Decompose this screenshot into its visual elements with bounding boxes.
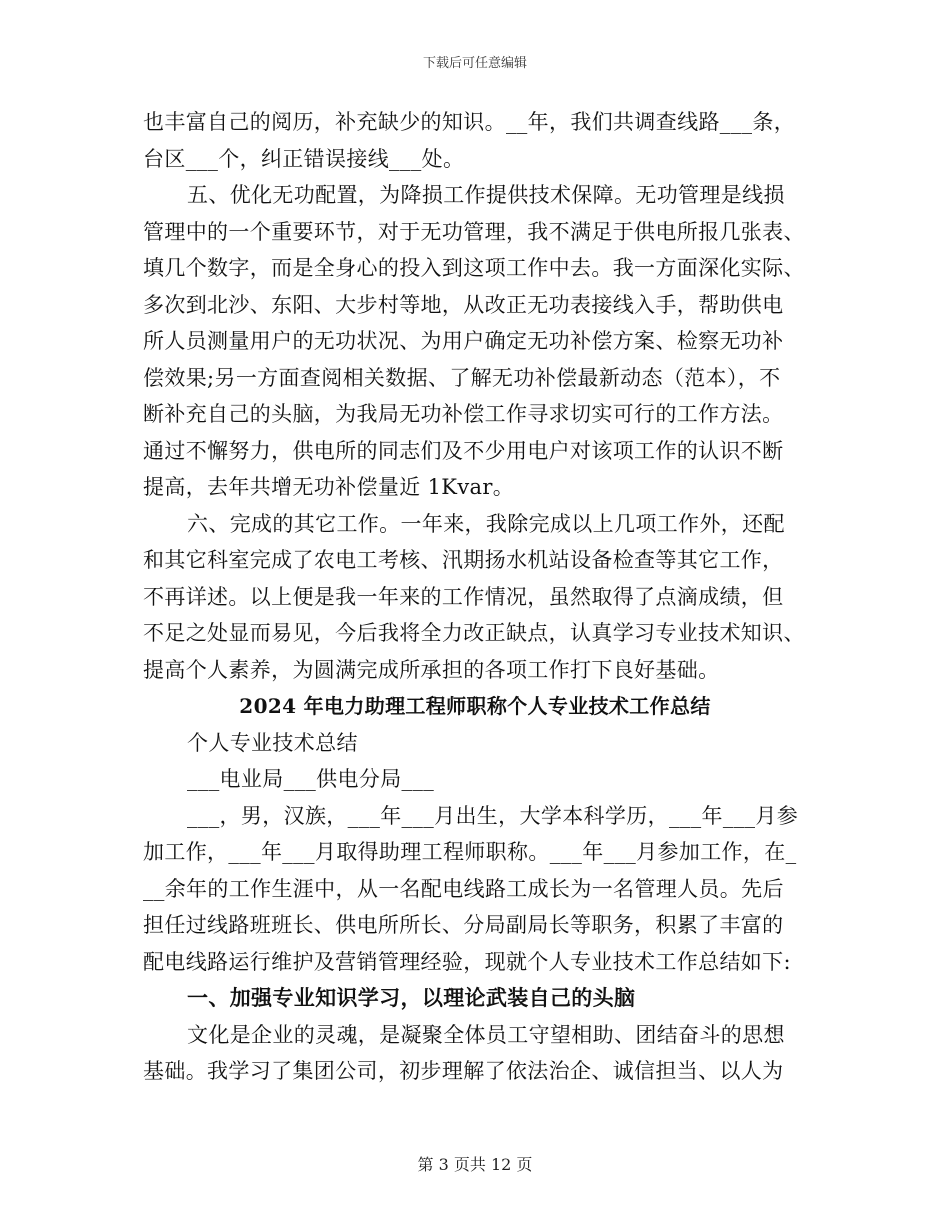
body-line: 提高个人素养，为圆满完成所承担的各项工作打下良好基础。 — [143, 657, 720, 682]
body-line: 基础。我学习了集团公司，初步理解了依法治企、诚信担当、以人为 — [143, 1059, 784, 1083]
page-header: 下载后可任意编辑 — [422, 56, 527, 71]
paragraph-start-line: 文化是企业的灵魂，是凝聚全体员工守望相助、团结奋斗的思想 — [187, 1022, 785, 1047]
body-line: 多次到北沙、东阳、大步村等地，从改正无功表接线入手，帮助供电 — [143, 292, 784, 317]
body-line: 偿效果;另一方面查阅相关数据、了解无功补偿最新动态（范本），不 — [143, 365, 781, 390]
body-line: 管理中的一个重要环节，对于无功管理，我不满足于供电所报几张表、 — [143, 219, 805, 244]
body-line: 所人员测量用户的无功状况、为用户确定无功补偿方案、检察无功补 — [143, 329, 784, 353]
subsection-heading: 一、加强专业知识学习，以理论武装自己的头脑 — [187, 985, 636, 1010]
body-line: __余年的工作生涯中，从一名配电线路工成长为一名管理人员。先后 — [143, 876, 784, 901]
body-line: 断补充自己的头脑，为我局无功补偿工作寻求切实可行的工作方法。 — [143, 402, 784, 426]
subtitle-line: 个人专业技术总结 — [187, 730, 358, 755]
organization-line: ___电业局___供电分局___ — [187, 767, 435, 791]
section-title: 2024 年电力助理工程师职称个人专业技术工作总结 — [239, 694, 711, 718]
paragraph-start-line: 五、优化无功配置，为降损工作提供技术保障。无功管理是线损 — [187, 183, 785, 207]
body-line: 提高，去年共增无功补偿量近 1Kvar。 — [143, 475, 515, 499]
body-line: 和其它科室完成了农电工考核、汛期扬水机站设备检查等其它工作， — [143, 548, 784, 572]
body-line: 配电线路运行维护及营销管理经验，现就个人专业技术工作总结如下: — [143, 949, 791, 974]
body-line: 也丰富自己的阅历，补充缺少的知识。__年，我们共调查线路___条， — [143, 110, 796, 134]
page-footer: 第 3 页共 12 页 — [417, 1155, 533, 1174]
body-line: 不再详述。以上便是我一年来的工作情况，虽然取得了点滴成绩，但 — [143, 584, 784, 609]
body-line: 加工作，___年___月取得助理工程师职称。___年___月参加工作，在_ — [143, 840, 797, 864]
body-line: 通过不懈努力，供电所的同志们及不少用电户对该项工作的认识不断 — [143, 438, 784, 463]
document-body — [143, 104, 807, 1090]
body-line: 不足之处显而易见，今后我将全力改正缺点，认真学习专业技术知识、 — [143, 621, 805, 645]
body-line: 担任过线路班班长、供电所所长、分局副局长等职务，积累了丰富的 — [143, 913, 784, 937]
body-line: 填几个数字，而是全身心的投入到这项工作中去。我一方面深化实际、 — [143, 256, 805, 280]
body-line: 台区___个，纠正错误接线___处。 — [143, 146, 465, 171]
paragraph-start-line: 六、完成的其它工作。一年来，我除完成以上几项工作外，还配 — [187, 511, 785, 536]
paragraph-start-line: ___，男，汉族，___年___月出生，大学本科学历，___年___月参 — [187, 803, 799, 828]
